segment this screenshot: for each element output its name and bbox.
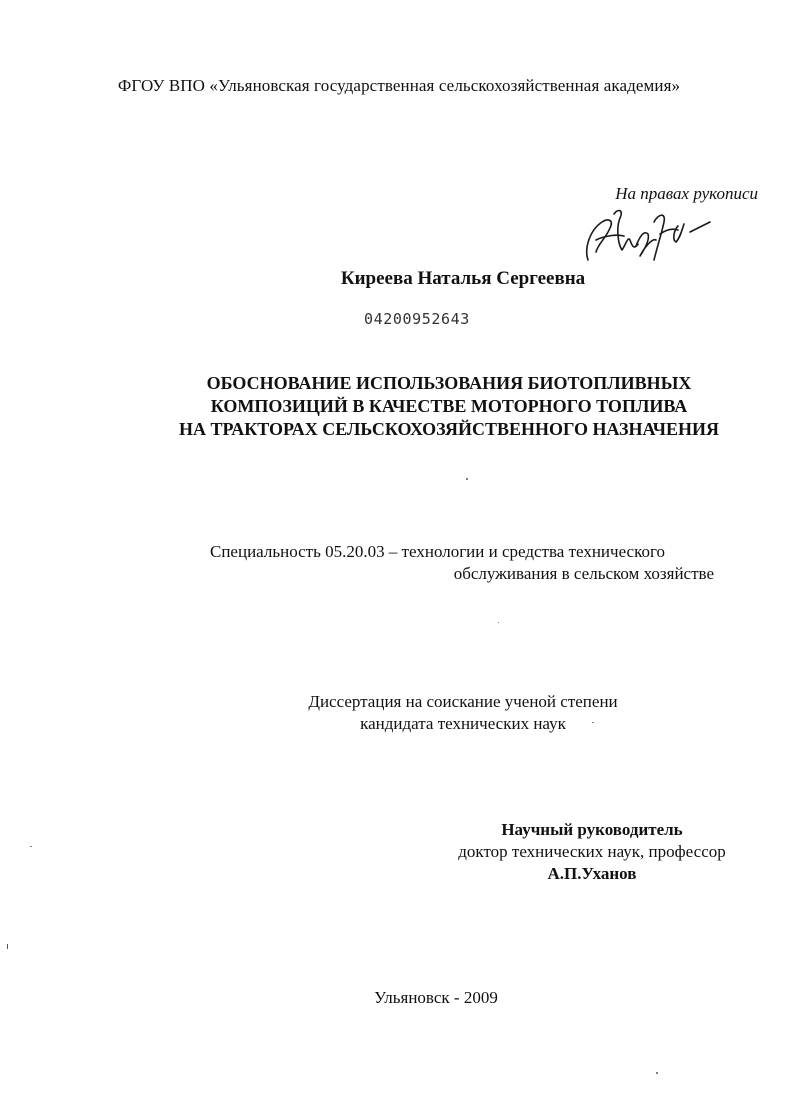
title-line-2: КОМПОЗИЦИЙ В КАЧЕСТВЕ МОТОРНОГО ТОПЛИВА: [210, 396, 688, 416]
scan-speck: [7, 944, 8, 949]
advisor-name: А.П.Уханов: [547, 864, 637, 883]
scan-speck: [30, 846, 32, 847]
title-line-1: ОБОСНОВАНИЕ ИСПОЛЬЗОВАНИЯ БИОТОПЛИВНЫХ: [206, 373, 692, 393]
specialty-line-1: Специальность 05.20.03 – технологии и средства технического: [210, 542, 666, 561]
specialty-line-2: обслуживания в сельском хозяйстве: [453, 564, 714, 583]
advisor-credentials: доктор технических наук, профессор: [458, 842, 726, 861]
registration-code: 04200952643: [364, 310, 470, 328]
scan-speck: [592, 722, 594, 723]
degree-statement: [0, 691, 798, 735]
institution-name: ФГОУ ВПО «Ульяновская государственная сельскохозяйственная академия»: [117, 76, 681, 95]
handwritten-signature: [574, 200, 714, 270]
title-line-3: НА ТРАКТОРАХ СЕЛЬСКОХОЗЯЙСТВЕННОГО НАЗНАЧЕНИЯ: [179, 419, 719, 439]
manuscript-note: На правах рукописи: [615, 184, 758, 203]
scan-speck: [466, 478, 468, 480]
degree-line-1: Диссертация на соискание ученой степени: [308, 692, 618, 711]
city-year: Ульяновск - 2009: [374, 988, 498, 1007]
dissertation-title: [0, 372, 798, 441]
scan-speck: [498, 622, 499, 623]
degree-line-2: кандидата технических наук: [360, 714, 566, 733]
scan-speck: [656, 1072, 658, 1074]
scientific-advisor-block: [440, 819, 744, 885]
author-name: Киреева Наталья Сергеевна: [340, 268, 586, 289]
advisor-heading: Научный руководитель: [501, 820, 683, 839]
